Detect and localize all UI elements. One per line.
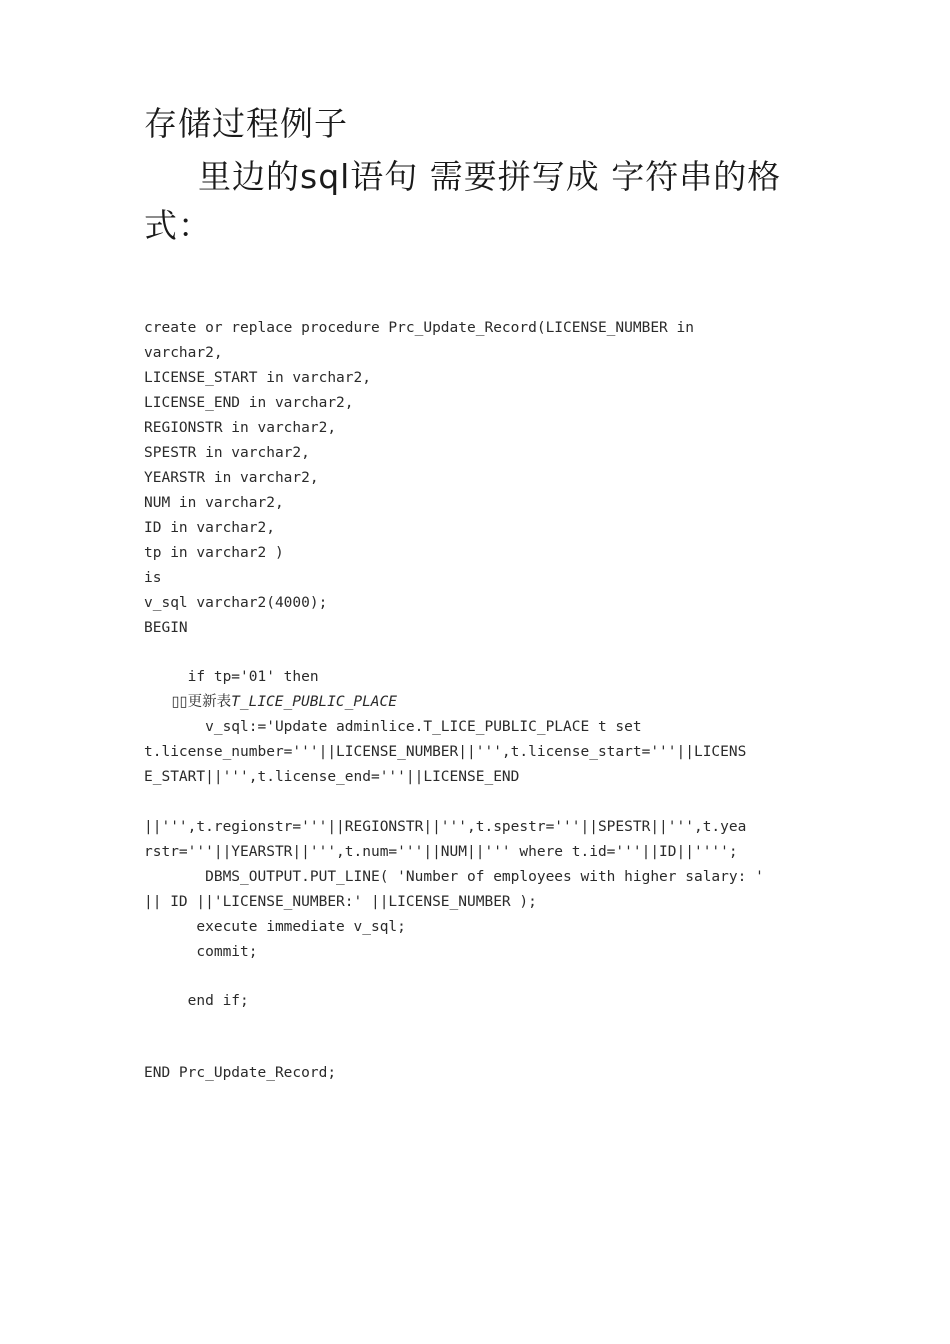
code-line: BEGIN bbox=[144, 620, 188, 636]
code-line: DBMS_OUTPUT.PUT_LINE( 'Number of employees with higher salary: ' bbox=[144, 869, 764, 885]
code-comment-line bbox=[144, 692, 397, 712]
code-line: YEARSTR in varchar2, bbox=[144, 470, 319, 486]
code-line: E_START||''',t.license_end='''||LICENSE_END bbox=[144, 769, 520, 785]
code-line: if tp='01' then bbox=[144, 669, 319, 685]
document-title: 存储过程例子 bbox=[144, 104, 348, 143]
code-comment-table: T_LICE_PUBLIC_PLACE bbox=[231, 694, 397, 710]
code-line: || ID ||'LICENSE_NUMBER:' ||LICENSE_NUMBER ); bbox=[144, 894, 537, 910]
code-line: is bbox=[144, 570, 162, 586]
code-line: execute immediate v_sql; bbox=[144, 919, 406, 935]
code-line: rstr='''||YEARSTR||''',t.num='''||NUM||''' where t.id='''||ID||''''; bbox=[144, 844, 738, 860]
code-line: v_sql:='Update adminlice.T_LICE_PUBLIC_PLACE t set bbox=[144, 719, 642, 735]
code-line: create or replace procedure Prc_Update_Record(LICENSE_NUMBER in bbox=[144, 320, 694, 336]
code-line: REGIONSTR in varchar2, bbox=[144, 420, 337, 436]
code-line: v_sql varchar2(4000); bbox=[144, 595, 328, 611]
code-line: ||''',t.regionstr='''||REGIONSTR||''',t.spestr='''||SPESTR||''',t.yea bbox=[144, 819, 747, 835]
code-line: END Prc_Update_Record; bbox=[144, 1065, 337, 1081]
code-line: LICENSE_START in varchar2, bbox=[144, 370, 371, 386]
code-line: commit; bbox=[144, 944, 258, 960]
code-line: varchar2, bbox=[144, 345, 223, 361]
document-subtitle: 里边的sql语句 需要拼写成 字符串的格式： bbox=[144, 157, 782, 245]
code-line: tp in varchar2 ) bbox=[144, 545, 284, 561]
code-line: NUM in varchar2, bbox=[144, 495, 284, 511]
code-line: SPESTR in varchar2, bbox=[144, 445, 310, 461]
code-line: LICENSE_END in varchar2, bbox=[144, 395, 354, 411]
code-line: ID in varchar2, bbox=[144, 520, 275, 536]
code-line: end if; bbox=[144, 993, 249, 1009]
code-comment-prefix: ▯▯更新表 bbox=[144, 694, 232, 710]
code-line: t.license_number='''||LICENSE_NUMBER||''',t.license_start='''||LICENS bbox=[144, 744, 747, 760]
